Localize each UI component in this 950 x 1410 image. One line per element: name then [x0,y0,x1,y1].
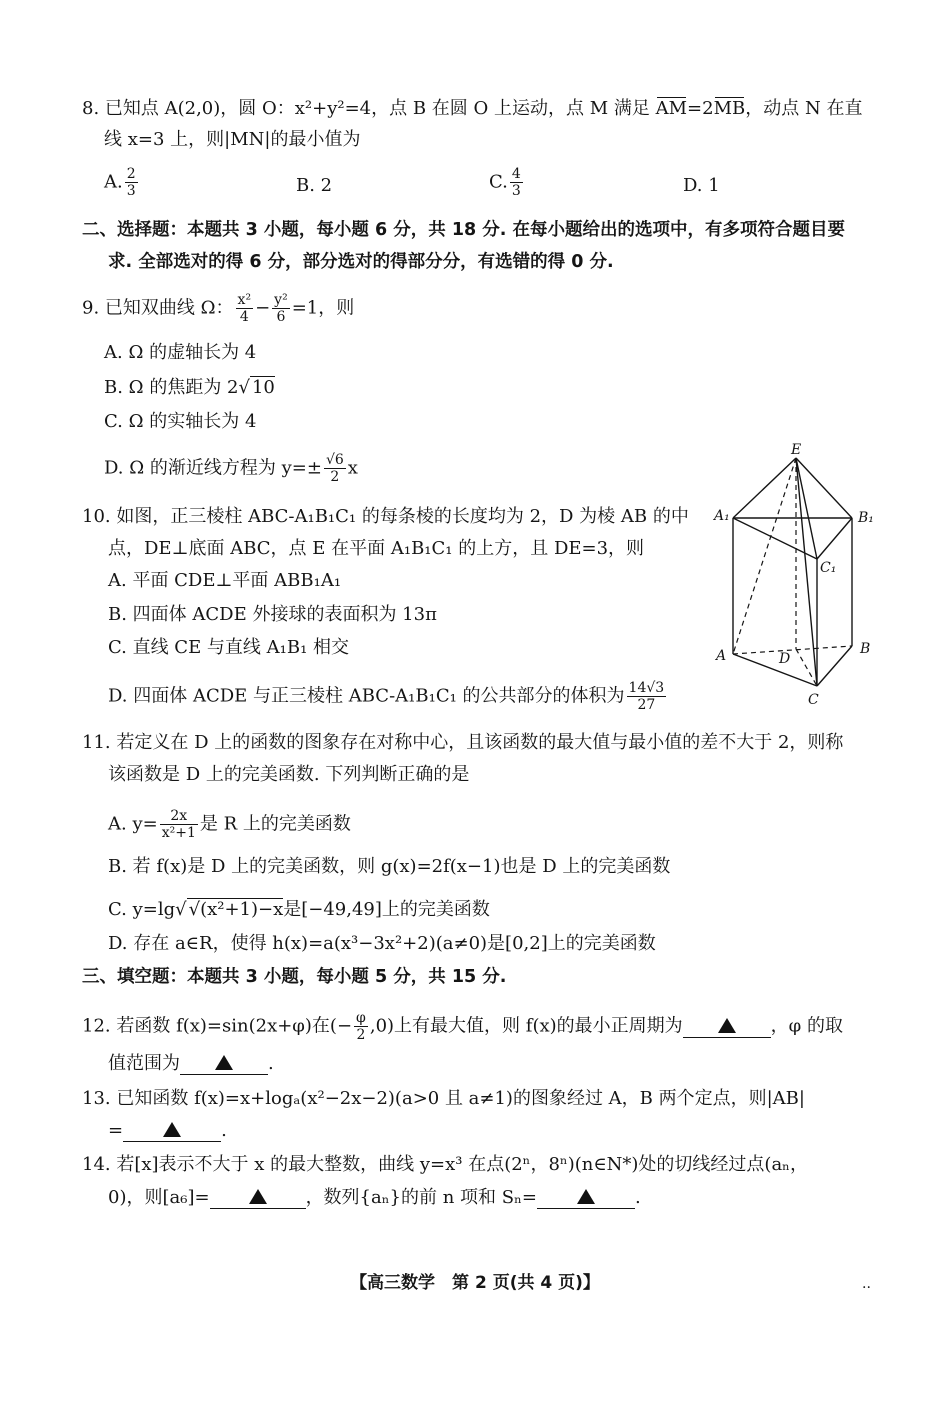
q9-option-d [104,452,358,485]
q11-a-fraction [160,808,198,841]
q8-line2: 线 x=3 上，则|MN|的最小值为 [104,129,361,150]
q8-option-a [104,166,140,199]
label-c: C [808,692,819,708]
edge-e-c [796,458,817,686]
q8-c-den: 3 [511,183,521,199]
triangle-icon [577,1189,595,1204]
q9-d-num: √6 [325,452,344,468]
q9-b-radicand: 10 [251,377,275,398]
q12-answer-blank-1[interactable] [683,1017,771,1038]
q12-pre: 12. 若函数 f(x)=sin(2x+φ)在(− [82,1015,353,1037]
q13-end: . [221,1120,227,1141]
q12-line1 [82,1010,843,1043]
q9-d-den: 2 [330,469,340,485]
q9-stem-pre: 9. 已知双曲线 Ω： [82,297,234,319]
q11-line1: 11. 若定义在 D 上的函数的图象存在对称中心，且该函数的最大值与最小值的差不大于 2，则称 [82,732,844,753]
q9-b-pre: B. Ω 的焦距为 2 [104,377,239,398]
q10-option-c: C. 直线 CE 与直线 A₁B₁ 相交 [108,637,350,658]
q10-d-den: 27 [637,697,656,713]
section3-heading: 三、填空题：本题共 3 小题，每小题 5 分，共 15 分. [82,967,507,987]
q11-line2: 该函数是 D 上的完美函数. 下列判断正确的是 [108,764,470,785]
triangle-icon [163,1122,181,1137]
q12-line2 [108,1052,274,1076]
q9-d-post: x [347,457,358,479]
q12-end: . [268,1053,274,1074]
q8-a-num: 2 [126,166,136,182]
edge-a-c [733,654,817,686]
q9-option-b: B. Ω 的焦距为 2√ 10 [104,377,275,398]
triangle-icon [249,1189,267,1204]
q9-minus: − [255,297,271,319]
q10-d-num: 14√3 [628,680,665,696]
q10-option-d [108,680,668,713]
q8-c-fraction [510,166,523,199]
q14-line2 [108,1186,641,1210]
q9-option-c: C. Ω 的实轴长为 4 [104,411,257,432]
q14-mid: ，数列{aₙ}的前 n 项和 Sₙ= [305,1187,537,1208]
q9-d-pre: D. Ω 的渐近线方程为 y=± [104,457,322,479]
q8-stem: 8. 已知点 A(2,0)，圆 O：x²+y²=4，点 B 在圆 O 上运动，点 M 满足 [82,98,656,119]
page-footer: 【高三数学 第 2 页(共 4 页)】 [350,1273,600,1293]
q12-answer-blank-2[interactable] [180,1054,268,1075]
q12-line2-text: 值范围为 [108,1053,180,1074]
q9-stem-post: =1，则 [291,297,355,319]
q14-answer-blank-2[interactable] [537,1188,635,1209]
q14-line1: 14. 若[x]表示不大于 x 的最大整数，曲线 y=x³ 在点(2ⁿ，8ⁿ)(n∈N*)处的切线经过点(aₙ， [82,1154,808,1175]
q9-f1-num: x² [237,292,252,308]
triangle-icon [215,1055,233,1070]
q8-option-b: B. 2 [296,175,333,196]
q8-a-den: 3 [126,183,136,199]
vector-am: AM [655,98,688,119]
q10-option-b: B. 四面体 ACDE 外接球的表面积为 13π [108,604,437,625]
q13-answer-blank[interactable] [123,1121,221,1142]
q11-option-d: D. 存在 a∈R，使得 h(x)=a(x³−3x²+2)(a≠0)是[0,2]上的完美函数 [108,933,656,954]
q11-option-b: B. 若 f(x)是 D 上的完美函数，则 g(x)=2f(x−1)也是 D 上的完美函数 [108,856,671,877]
q11-a-post: 是 R 上的完美函数 [199,813,351,835]
label-c1: C₁ [820,560,837,576]
label-b1: B₁ [858,510,874,526]
q9-stem [82,292,354,325]
q11-a-pre: A. y= [108,813,158,835]
q8-c-label: C. [489,171,508,193]
q12-mid: ,0)上有最大值，则 f(x)的最小正周期为 [369,1015,683,1037]
q12-f-num: φ [356,1010,366,1026]
q8-line1 [82,97,862,121]
section2-heading-cont: 求. 全部选对的得 6 分，部分选对的得部分分，有选错的得 0 分. [108,252,614,272]
q14-answer-blank-1[interactable] [210,1188,306,1209]
q12-fraction [354,1010,368,1043]
q12-f-den: 2 [356,1027,366,1043]
q13-line1: 13. 已知函数 f(x)=x+logₐ(x²−2x−2)(a>0 且 a≠1)的图象经过 A，B 两个定点，则|AB| [82,1088,805,1109]
q11-c-post: 是[−49,49]上的完美函数 [283,899,490,920]
q11-a-num: 2x [160,808,198,825]
q10-line2: 点，DE⊥底面 ABC，点 E 在平面 A₁B₁C₁ 的上方，且 DE=3，则 [108,538,645,559]
q11-a-den: x²+1 [161,825,196,841]
q13-line2 [108,1119,227,1143]
corner-mark: .. [862,1276,871,1292]
edge-a-b-hidden [733,646,852,654]
edge-b-c [817,646,852,686]
q14-pre: 0)，则[a₆]= [108,1187,210,1208]
vector-mb: MB [713,98,746,119]
q13-eq: = [108,1120,124,1141]
q8-option-c [489,166,525,199]
q11-c-pre: C. y=lg [108,899,176,920]
q8-eq: =2 [687,98,714,119]
label-d: D [779,651,791,667]
q9-d-fraction [324,452,346,485]
label-b: B [860,641,871,657]
q8-stem-tail: ，动点 N 在直 [745,98,863,119]
label-a: A [716,648,727,664]
section2-heading: 二、选择题：本题共 3 小题，每小题 6 分，共 18 分. 在每小题给出的选项中，有多项符合题目要 [82,220,845,240]
q10-line1: 10. 如图，正三棱柱 ABC-A₁B₁C₁ 的每条棱的长度均为 2，D 为棱 AB 的中 [82,506,689,527]
q9-fraction-1 [236,292,254,325]
q10-d-pre: D. 四面体 ACDE 与正三棱柱 ABC-A₁B₁C₁ 的公共部分的体积为 [108,685,625,707]
triangle-icon [718,1018,736,1033]
q8-c-num: 4 [511,166,521,182]
q9-f2-den: 6 [276,309,286,325]
prism-figure [700,436,890,716]
q9-f2-num: y² [274,292,288,308]
q12-tail: ，φ 的取 [770,1015,843,1037]
q10-option-a: A. 平面 CDE⊥平面 ABB₁A₁ [108,570,342,591]
q11-c-radicand: √(x²+1)−x [188,899,284,920]
q11-option-c: C. y=lg√ √(x²+1)−x是[−49,49]上的完美函数 [108,899,490,920]
q8-a-fraction [125,166,138,199]
q8-option-d: D. 1 [683,175,720,196]
q9-option-a: A. Ω 的虚轴长为 4 [104,342,257,363]
q9-fraction-2 [272,292,290,325]
q11-option-a [108,808,351,841]
q14-end: . [634,1187,641,1208]
label-e: E [791,442,802,458]
edge-b1-c1 [817,518,852,559]
edge-e-c1 [796,458,817,559]
q9-f1-den: 4 [239,309,249,325]
q10-d-fraction [627,680,667,713]
label-a1: A₁ [714,508,730,524]
q8-a-label: A. [104,171,123,193]
edge-e-b1 [796,458,852,518]
